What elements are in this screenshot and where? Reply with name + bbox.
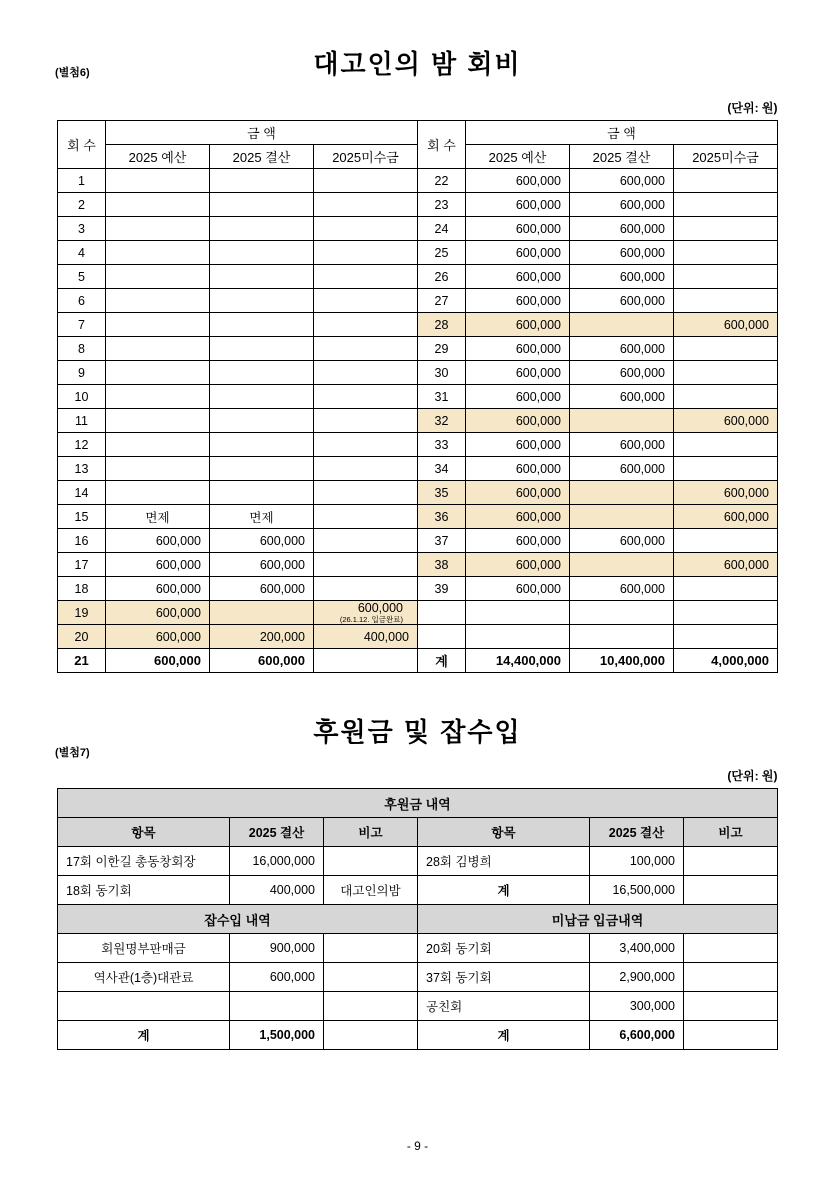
- cell-count-left: 4: [58, 241, 106, 265]
- table-row: [58, 601, 778, 625]
- cell-settle-right: 300,000: [590, 992, 684, 1021]
- cell-settle-right: 600,000: [570, 577, 674, 601]
- table-row: [58, 337, 778, 361]
- cell-note-left: [324, 963, 418, 992]
- cell-count-right: 24: [418, 217, 466, 241]
- section-dues: [0, 44, 835, 673]
- cell-total-settle: 10,400,000: [570, 649, 674, 673]
- cell-settle-left: 600,000: [230, 963, 324, 992]
- dues-table-body: [58, 169, 778, 673]
- misc-header-row: [58, 905, 778, 934]
- cell-settle-left: [210, 385, 314, 409]
- cell-item-right: 28회 김병희: [418, 847, 590, 876]
- cell-settle-left: 900,000: [230, 934, 324, 963]
- cell-budget-right: 600,000: [466, 577, 570, 601]
- cell-settle-right: [570, 625, 674, 649]
- cell-settle-right: 600,000: [570, 169, 674, 193]
- table-row: [58, 289, 778, 313]
- cell-settle-left: [210, 409, 314, 433]
- cell-note: (26.1.12. 입금완료): [339, 615, 403, 625]
- column-header-settle-left: 2025 결산: [230, 818, 324, 847]
- cell-count-right: 28: [418, 313, 466, 337]
- cell-budget-left: [106, 361, 210, 385]
- cell-budget-right: 600,000: [466, 481, 570, 505]
- cell-settle-right: [570, 505, 674, 529]
- cell-count-left: 13: [58, 457, 106, 481]
- cell-unpaid-left: [314, 409, 418, 433]
- cell-budget-left: [106, 409, 210, 433]
- cell-total-label: 계: [418, 649, 466, 673]
- cell-unpaid-left: [314, 289, 418, 313]
- cell-item-right: 계: [418, 876, 590, 905]
- cell-note-left: [324, 934, 418, 963]
- cell-budget-right: 600,000: [466, 241, 570, 265]
- cell-settle-left: [210, 313, 314, 337]
- column-header-note-left: 비고: [324, 818, 418, 847]
- cell-settle-right: 600,000: [570, 529, 674, 553]
- cell-unpaid-right: [674, 529, 778, 553]
- cell-budget-right: 600,000: [466, 289, 570, 313]
- cell-budget-left: [106, 217, 210, 241]
- cell-budget-left: [106, 433, 210, 457]
- cell-count-left: 7: [58, 313, 106, 337]
- cell-settle-left: 400,000: [230, 876, 324, 905]
- cell-count-left: 6: [58, 289, 106, 313]
- cell-unpaid-left: [314, 361, 418, 385]
- page-title-dues: 대고인의 밤 회비: [313, 49, 522, 79]
- cell-unpaid-right: [674, 361, 778, 385]
- header-count-right: 회 수: [418, 121, 466, 169]
- cell-unpaid-left: [314, 337, 418, 361]
- cell-count-left: 21: [58, 649, 106, 673]
- cell-budget-right: 600,000: [466, 529, 570, 553]
- cell-unpaid-left: [314, 577, 418, 601]
- cell-unpaid-left: [314, 481, 418, 505]
- table-row: [58, 963, 778, 992]
- cell-settle-right: 3,400,000: [590, 934, 684, 963]
- column-header-item-left: 항목: [58, 818, 230, 847]
- table-row: [58, 876, 778, 905]
- cell-unpaid-left: [314, 313, 418, 337]
- cell-unpaid-right: [674, 265, 778, 289]
- misc-section-header-right: 미납금 입금내역: [418, 905, 778, 934]
- cell-unpaid-left: [314, 553, 418, 577]
- table-row: [58, 169, 778, 193]
- cell-settle-left: 200,000: [210, 625, 314, 649]
- table-row: [58, 934, 778, 963]
- unit-label-dues: (단위: 원): [727, 101, 778, 115]
- cell-settle-left: [210, 265, 314, 289]
- cell-settle-left: 600,000: [210, 649, 314, 673]
- cell-settle-right: 600,000: [570, 457, 674, 481]
- cell-unpaid-right: 600,000: [674, 313, 778, 337]
- cell-unpaid-right: 600,000: [674, 481, 778, 505]
- column-header-item-right: 항목: [418, 818, 590, 847]
- table-row: [58, 433, 778, 457]
- cell-settle-left: [210, 481, 314, 505]
- cell-item-left: [58, 992, 230, 1021]
- cell-budget-left: [106, 457, 210, 481]
- cell-unpaid-right: [674, 169, 778, 193]
- donations-table-body: [58, 789, 778, 1050]
- table-row: [58, 847, 778, 876]
- cell-budget-left: 면제: [106, 505, 210, 529]
- cell-count-left: 17: [58, 553, 106, 577]
- cell-count-right: 34: [418, 457, 466, 481]
- cell-settle-right: 600,000: [570, 217, 674, 241]
- cell-unpaid-right: [674, 193, 778, 217]
- cell-unpaid-right: [674, 337, 778, 361]
- cell-count-right: 36: [418, 505, 466, 529]
- cell-settle-right: 600,000: [570, 361, 674, 385]
- cell-count-right: 27: [418, 289, 466, 313]
- header-unpaid-right: 2025미수금: [674, 145, 778, 169]
- cell-settle-right: 600,000: [570, 193, 674, 217]
- cell-count-right: [418, 601, 466, 625]
- cell-count-left: 2: [58, 193, 106, 217]
- cell-unpaid-right: [674, 577, 778, 601]
- cell-total-budget: 14,400,000: [466, 649, 570, 673]
- cell-budget-right: 600,000: [466, 361, 570, 385]
- cell-unpaid-right: [674, 433, 778, 457]
- cell-unpaid-left: [314, 433, 418, 457]
- table-row: [58, 313, 778, 337]
- cell-count-right: [418, 625, 466, 649]
- cell-unpaid-left: [314, 241, 418, 265]
- table-row: [58, 217, 778, 241]
- cell-unpaid-left: [314, 217, 418, 241]
- cell-count-right: 38: [418, 553, 466, 577]
- cell-settle-right: 100,000: [590, 847, 684, 876]
- cell-settle-left: [210, 217, 314, 241]
- cell-unpaid-left: [314, 385, 418, 409]
- page-title-donations: 후원금 및 잡수입: [313, 717, 522, 747]
- cell-settle-left: 600,000: [210, 577, 314, 601]
- cell-count-left: 15: [58, 505, 106, 529]
- cell-item-left: 회원명부판매금: [58, 934, 230, 963]
- header-budget-left: 2025 예산: [106, 145, 210, 169]
- table-row: [58, 193, 778, 217]
- cell-budget-left: 600,000: [106, 601, 210, 625]
- cell-settle-left: 1,500,000: [230, 1021, 324, 1050]
- cell-budget-left: [106, 289, 210, 313]
- cell-unpaid-left: 400,000: [314, 625, 418, 649]
- column-header-note-right: 비고: [684, 818, 778, 847]
- table-row: [58, 992, 778, 1021]
- cell-settle-right: [570, 409, 674, 433]
- cell-unpaid-left: [314, 457, 418, 481]
- table-row: [58, 553, 778, 577]
- table-header-row: [58, 121, 778, 145]
- attachment-label-7: (별첨7): [55, 747, 90, 759]
- cell-budget-right: 600,000: [466, 553, 570, 577]
- cell-budget-left: 600,000: [106, 529, 210, 553]
- cell-settle-right: 600,000: [570, 385, 674, 409]
- cell-unpaid-right: [674, 241, 778, 265]
- cell-budget-right: [466, 625, 570, 649]
- cell-note-right: [684, 963, 778, 992]
- cell-budget-right: [466, 601, 570, 625]
- cell-settle-right: 600,000: [570, 433, 674, 457]
- unit-label-donations: (단위: 원): [727, 769, 778, 783]
- cell-count-right: 26: [418, 265, 466, 289]
- donation-column-header-row: [58, 818, 778, 847]
- cell-count-left: 16: [58, 529, 106, 553]
- cell-count-left: 19: [58, 601, 106, 625]
- page-number: - 9 -: [406, 1139, 429, 1153]
- cell-count-left: 18: [58, 577, 106, 601]
- cell-budget-right: 600,000: [466, 433, 570, 457]
- cell-unpaid-right: [674, 289, 778, 313]
- table-row: [58, 1021, 778, 1050]
- cell-budget-right: 600,000: [466, 505, 570, 529]
- cell-budget-left: [106, 337, 210, 361]
- header-amount-right: 금 액: [466, 121, 778, 145]
- cell-budget-right: 600,000: [466, 409, 570, 433]
- header-unpaid-left: 2025미수금: [314, 145, 418, 169]
- header-count-left: 회 수: [58, 121, 106, 169]
- cell-unpaid-right: [674, 625, 778, 649]
- cell-unpaid-right: 600,000: [674, 553, 778, 577]
- cell-count-right: 31: [418, 385, 466, 409]
- cell-count-right: 29: [418, 337, 466, 361]
- cell-budget-right: 600,000: [466, 193, 570, 217]
- cell-count-right: 39: [418, 577, 466, 601]
- cell-unpaid-left: [314, 169, 418, 193]
- cell-unpaid-left: [314, 601, 418, 625]
- cell-unpaid-right: [674, 217, 778, 241]
- cell-count-left: 20: [58, 625, 106, 649]
- cell-unpaid-right: 600,000: [674, 505, 778, 529]
- cell-budget-left: [106, 241, 210, 265]
- cell-count-right: 33: [418, 433, 466, 457]
- cell-count-left: 11: [58, 409, 106, 433]
- table-row: [58, 241, 778, 265]
- cell-note-left: [324, 992, 418, 1021]
- cell-note-right: [684, 1021, 778, 1050]
- table-row: [58, 457, 778, 481]
- cell-settle-left: 600,000: [210, 529, 314, 553]
- cell-count-left: 8: [58, 337, 106, 361]
- cell-settle-left: [210, 193, 314, 217]
- cell-count-left: 9: [58, 361, 106, 385]
- misc-section-header-left: 잡수입 내역: [58, 905, 418, 934]
- table-row: [58, 577, 778, 601]
- cell-item-left: 계: [58, 1021, 230, 1050]
- cell-settle-left: [210, 337, 314, 361]
- cell-note-left: 대고인의밤: [324, 876, 418, 905]
- cell-budget-left: [106, 265, 210, 289]
- cell-item-right: 20회 동기회: [418, 934, 590, 963]
- dues-table: [57, 120, 778, 673]
- cell-unpaid-right: [674, 601, 778, 625]
- cell-unpaid-right: [674, 385, 778, 409]
- cell-settle-left: 16,000,000: [230, 847, 324, 876]
- cell-note-right: [684, 847, 778, 876]
- cell-item-right: 공친회: [418, 992, 590, 1021]
- header-budget-right: 2025 예산: [466, 145, 570, 169]
- header-settle-left: 2025 결산: [210, 145, 314, 169]
- cell-count-left: 14: [58, 481, 106, 505]
- cell-item-left: 17회 이한길 총동창회장: [58, 847, 230, 876]
- donations-table: [57, 788, 778, 1050]
- cell-budget-right: 600,000: [466, 337, 570, 361]
- cell-budget-right: 600,000: [466, 169, 570, 193]
- cell-unpaid-left: [314, 193, 418, 217]
- table-row: [58, 385, 778, 409]
- cell-settle-left: [210, 433, 314, 457]
- cell-note-right: [684, 934, 778, 963]
- cell-note-right: [684, 992, 778, 1021]
- header-amount-left: 금 액: [106, 121, 418, 145]
- cell-count-right: 22: [418, 169, 466, 193]
- cell-item-right: 37회 동기회: [418, 963, 590, 992]
- attachment-label-6: (별첨6): [55, 67, 90, 79]
- cell-count-left: 1: [58, 169, 106, 193]
- cell-unpaid-left: [314, 505, 418, 529]
- cell-settle-right: [570, 601, 674, 625]
- cell-settle-right: 6,600,000: [590, 1021, 684, 1050]
- cell-count-right: 30: [418, 361, 466, 385]
- cell-settle-right: [570, 313, 674, 337]
- cell-unpaid-left: [314, 529, 418, 553]
- cell-settle-left: [210, 601, 314, 625]
- section-donations: [0, 712, 835, 1050]
- cell-settle-right: 2,900,000: [590, 963, 684, 992]
- cell-count-right: 35: [418, 481, 466, 505]
- cell-budget-right: 600,000: [466, 265, 570, 289]
- cell-count-left: 10: [58, 385, 106, 409]
- cell-settle-left: 600,000: [210, 553, 314, 577]
- cell-item-right: 계: [418, 1021, 590, 1050]
- cell-unpaid-left: [314, 265, 418, 289]
- cell-budget-left: 600,000: [106, 577, 210, 601]
- cell-settle-left: 면제: [210, 505, 314, 529]
- table-row: [58, 409, 778, 433]
- cell-count-left: 3: [58, 217, 106, 241]
- cell-settle-left: [210, 457, 314, 481]
- cell-budget-left: [106, 313, 210, 337]
- cell-budget-right: 600,000: [466, 457, 570, 481]
- cell-total-unpaid: 4,000,000: [674, 649, 778, 673]
- cell-settle-right: [570, 553, 674, 577]
- cell-settle-left: [210, 361, 314, 385]
- table-row: [58, 529, 778, 553]
- cell-budget-right: 600,000: [466, 313, 570, 337]
- cell-value: 600,000 (26.1.12. 입금완료): [318, 601, 409, 624]
- cell-item-left: 18회 동기회: [58, 876, 230, 905]
- cell-budget-left: [106, 193, 210, 217]
- cell-settle-right: 600,000: [570, 265, 674, 289]
- cell-settle-right: 600,000: [570, 241, 674, 265]
- cell-budget-left: [106, 385, 210, 409]
- cell-count-right: 23: [418, 193, 466, 217]
- donation-header-row: [58, 789, 778, 818]
- cell-settle-left: [210, 289, 314, 313]
- cell-item-left: 역사관(1층)대관료: [58, 963, 230, 992]
- donation-section-header: 후원금 내역: [58, 789, 778, 818]
- column-header-settle-right: 2025 결산: [590, 818, 684, 847]
- table-row: [58, 649, 778, 673]
- cell-budget-left: [106, 169, 210, 193]
- cell-budget-left: 600,000: [106, 649, 210, 673]
- table-row: [58, 481, 778, 505]
- cell-settle-left: [230, 992, 324, 1021]
- cell-settle-right: [570, 481, 674, 505]
- cell-note-left: [324, 1021, 418, 1050]
- cell-budget-left: 600,000: [106, 625, 210, 649]
- cell-budget-right: 600,000: [466, 217, 570, 241]
- cell-count-right: 32: [418, 409, 466, 433]
- cell-settle-left: [210, 241, 314, 265]
- cell-note-left: [324, 847, 418, 876]
- cell-count-right: 37: [418, 529, 466, 553]
- cell-settle-left: [210, 169, 314, 193]
- cell-budget-left: [106, 481, 210, 505]
- table-row: [58, 625, 778, 649]
- cell-settle-right: 16,500,000: [590, 876, 684, 905]
- cell-budget-right: 600,000: [466, 385, 570, 409]
- table-row: [58, 361, 778, 385]
- cell-count-left: 12: [58, 433, 106, 457]
- cell-budget-left: 600,000: [106, 553, 210, 577]
- cell-settle-right: 600,000: [570, 337, 674, 361]
- cell-settle-right: 600,000: [570, 289, 674, 313]
- cell-note-right: [684, 876, 778, 905]
- cell-count-left: 5: [58, 265, 106, 289]
- table-row: [58, 505, 778, 529]
- table-row: [58, 265, 778, 289]
- cell-unpaid-right: 600,000: [674, 409, 778, 433]
- cell-unpaid-right: [674, 457, 778, 481]
- cell-unpaid-left: [314, 649, 418, 673]
- cell-count-right: 25: [418, 241, 466, 265]
- header-settle-right: 2025 결산: [570, 145, 674, 169]
